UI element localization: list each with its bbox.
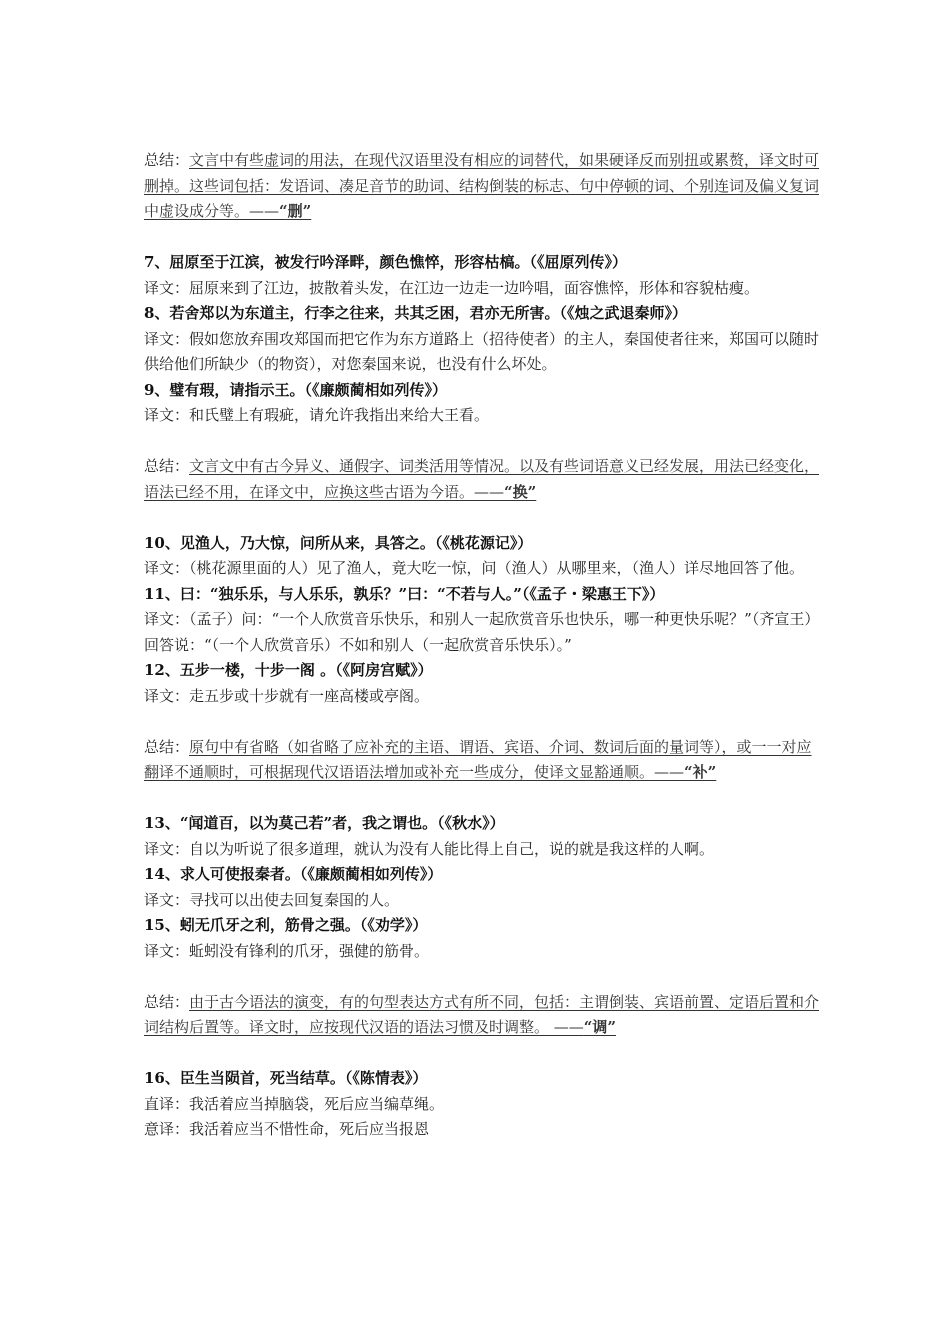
summary-text: 文言文中有古今异义、通假字、词类活用等情况。以及有些词语意义已经发展，用法已经变化，语法已经不用，在译文中，应换这些古语为今语。—— <box>144 457 820 501</box>
summary-prefix: 总结： <box>144 737 190 756</box>
translation-text: 意译：我活着应当不惜性命，死后应当报恩 <box>144 1120 430 1138</box>
summary-text: 原句中有省略（如省略了应补充的主语、谓语、宾语、介词、数词后面的量词等），或一一对应翻译不通顺时，可根据现代汉语语法增加或补充一些成分，使译文显豁通顺。—— <box>144 737 812 781</box>
summary-tag: “补” <box>684 763 717 781</box>
summary-text: 文言中有些虚词的用法，在现代汉语里没有相应的词替代，如果硬译反而别扭或累赘，译文时可删掉。这些词包括：发语词、凑足音节的助词、结构倒装的标志、句中停顿的词、个别连词及偏义复词中虚设成分等。—— <box>144 151 820 220</box>
summary-prefix: 总结： <box>144 457 190 475</box>
summary-prefix: 总结： <box>144 151 190 169</box>
example-sentence: 14、求人可使报秦者。（《廉颇蔺相如列传》） <box>144 865 443 883</box>
translation-text: 译文：自以为听说了很多道理，就认为没有人能比得上自己，说的就是我这样的人啊。 <box>144 839 715 858</box>
summary-tag: “删” <box>279 202 312 220</box>
summary-tag: “换” <box>504 482 537 501</box>
summary-paragraph <box>144 148 824 225</box>
example-sentence: 8、若舍郑以为东道主，行李之往来，共其乏困，君亦无所害。（《烛之武退秦师》） <box>144 304 687 322</box>
translation-text: 译文：屈原来到了江边，披散着头发，在江边一边走一边吟唱，面容憔悴，形体和容貌枯瘦。 <box>144 278 760 297</box>
example-sentence: 10、见渔人，乃大惊，问所从来，具答之。（《桃花源记》） <box>144 533 533 552</box>
translation-text: 译文：（桃花源里面的人）见了渔人，竟大吃一惊，问（渔人）从哪里来，（渔人）详尽地回答了他。 <box>144 559 805 577</box>
translation-text: 译文：（孟子）问：“一个人欣赏音乐快乐，和别人一起欣赏音乐也快乐，哪一种更快乐呢？”（齐宣王）回答说：“（一个人欣赏音乐）不如和别人（一起欣赏音乐快乐）。” <box>144 610 820 654</box>
example-sentence: 16、臣生当陨首，死当结草。（《陈情表》） <box>144 1069 428 1087</box>
summary-paragraph <box>144 454 824 505</box>
example-sentence: 7、屈原至于江滨，被发行吟泽畔，颜色憔悴，形容枯槁。（《屈原列传》） <box>144 253 627 271</box>
blank-line <box>144 505 824 531</box>
summary-tag: “调” <box>583 1018 617 1036</box>
blank-line <box>144 1041 824 1067</box>
translation-text: 译文：假如您放弃围攻郑国而把它作为东方道路上（招待使者）的主人，秦国使者往来，郑国可以随时供给他们所缺少（的物资），对您秦国来说，也没有什么坏处。 <box>144 329 820 373</box>
example-sentence: 9、璧有瑕，请指示王。（《廉颇蔺相如列传》） <box>144 380 447 399</box>
summary-paragraph <box>144 990 824 1041</box>
summary-prefix: 总结： <box>144 992 190 1011</box>
blank-line <box>144 786 824 812</box>
translation-text: 译文：寻找可以出使去回复秦国的人。 <box>144 890 400 909</box>
example-sentence: 12、五步一楼，十步一阁 。（《阿房宫赋》） <box>144 661 433 679</box>
document-page <box>144 148 824 1143</box>
summary-text: 由于古今语法的演变，有的句型表达方式有所不同，包括：主谓倒装、宾语前置、定语后置和介词结构后置等。译文时，应按现代汉语的语法习惯及时调整。 —— <box>144 992 820 1036</box>
example-sentence: 11、曰：“独乐乐，与人乐乐，孰乐？”曰：“不若与人。”（《孟子・梁惠王下》） <box>144 584 665 603</box>
example-sentence: 15、蚓无爪牙之利，筋骨之强。（《劝学》） <box>144 916 428 934</box>
blank-line <box>144 709 824 735</box>
summary-paragraph <box>144 735 824 786</box>
translation-text: 直译：我活着应当掉脑袋，死后应当编草绳。 <box>144 1094 445 1113</box>
translation-text: 译文：走五步或十步就有一座高楼或亭阁。 <box>144 686 430 705</box>
blank-line <box>144 429 824 455</box>
example-sentence: 13、“闻道百，以为莫己若”者，我之谓也。（《秋水》） <box>144 814 505 832</box>
blank-line <box>144 225 824 251</box>
translation-text: 译文：蚯蚓没有锋利的爪牙，强健的筋骨。 <box>144 941 430 960</box>
translation-text: 译文：和氏璧上有瑕疵，请允许我指出来给大王看。 <box>144 406 490 424</box>
blank-line <box>144 964 824 990</box>
